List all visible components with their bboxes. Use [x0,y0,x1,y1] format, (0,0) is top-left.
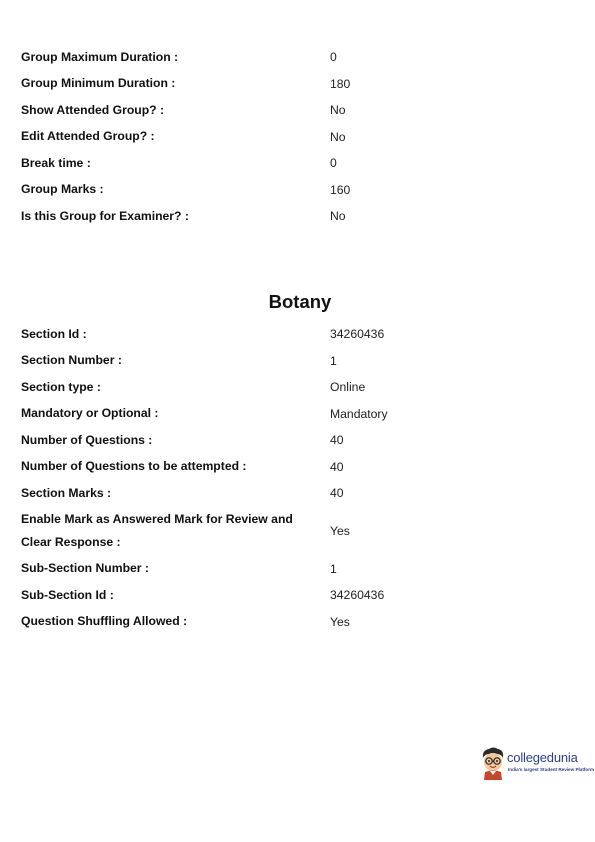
table-row [21,401,561,428]
section-details-table [21,321,561,635]
collegedunia-logo [479,746,595,782]
field-label: Group Minimum Duration : [21,76,176,91]
field-label: Question Shuffling Allowed : [21,614,188,629]
field-label-line-1: Enable Mark as Answered Mark for Review and [21,512,293,526]
table-row [21,480,561,507]
section-title: Botany [268,291,332,312]
field-label: Edit Attended Group? : [21,129,155,144]
table-row [21,348,561,375]
field-label: Sub-Section Id : [21,587,114,602]
field-value: 40 [330,433,344,448]
field-label: Show Attended Group? : [21,102,165,117]
table-row [21,124,561,151]
field-label-multiline [21,507,330,556]
student-mascot-icon [479,746,507,782]
field-value: No [330,129,346,144]
table-row [21,582,561,609]
table-row [21,203,561,230]
field-value: Yes [330,524,350,538]
table-row [21,374,561,401]
field-value: 180 [330,76,351,91]
field-value: 1 [330,353,337,368]
table-row [21,150,561,177]
field-value: 1 [330,561,337,576]
field-value: No [330,103,346,118]
table-row [21,321,561,348]
table-row [21,427,561,454]
field-label: Group Maximum Duration : [21,49,179,64]
table-row [21,454,561,481]
field-value: 34260436 [330,327,385,342]
field-label: Section Number : [21,353,122,368]
field-label: Is this Group for Examiner? : [21,208,189,223]
field-label: Number of Questions : [21,432,153,447]
field-label: Section type : [21,379,101,394]
table-row [21,97,561,124]
field-label: Number of Questions to be attempted : [21,459,247,474]
field-value: 40 [330,459,344,474]
field-label: Section Id : [21,326,87,341]
field-label: Sub-Section Number : [21,561,149,576]
field-value: 34260436 [330,588,385,603]
table-row [21,556,561,583]
field-label: Break time : [21,155,91,170]
table-row [21,71,561,98]
field-value: Yes [330,614,350,629]
field-value: 160 [330,182,351,197]
group-details-table [21,44,561,230]
logo-brand-text: collegedunia [507,750,578,765]
field-value: 0 [330,50,337,65]
field-label-line-2: Clear Response : [21,535,121,549]
table-row [21,609,561,636]
field-label: Group Marks : [21,182,104,197]
field-label: Section Marks : [21,485,112,500]
field-value: 40 [330,486,344,501]
field-value: 0 [330,156,337,171]
logo-tagline: India's largest Student Review Platform [508,767,595,772]
table-row [21,507,561,556]
field-value: Online [330,380,366,395]
field-value: No [330,209,346,224]
table-row [21,44,561,71]
field-value: Mandatory [330,406,388,421]
field-label: Mandatory or Optional : [21,406,159,421]
table-row [21,177,561,204]
